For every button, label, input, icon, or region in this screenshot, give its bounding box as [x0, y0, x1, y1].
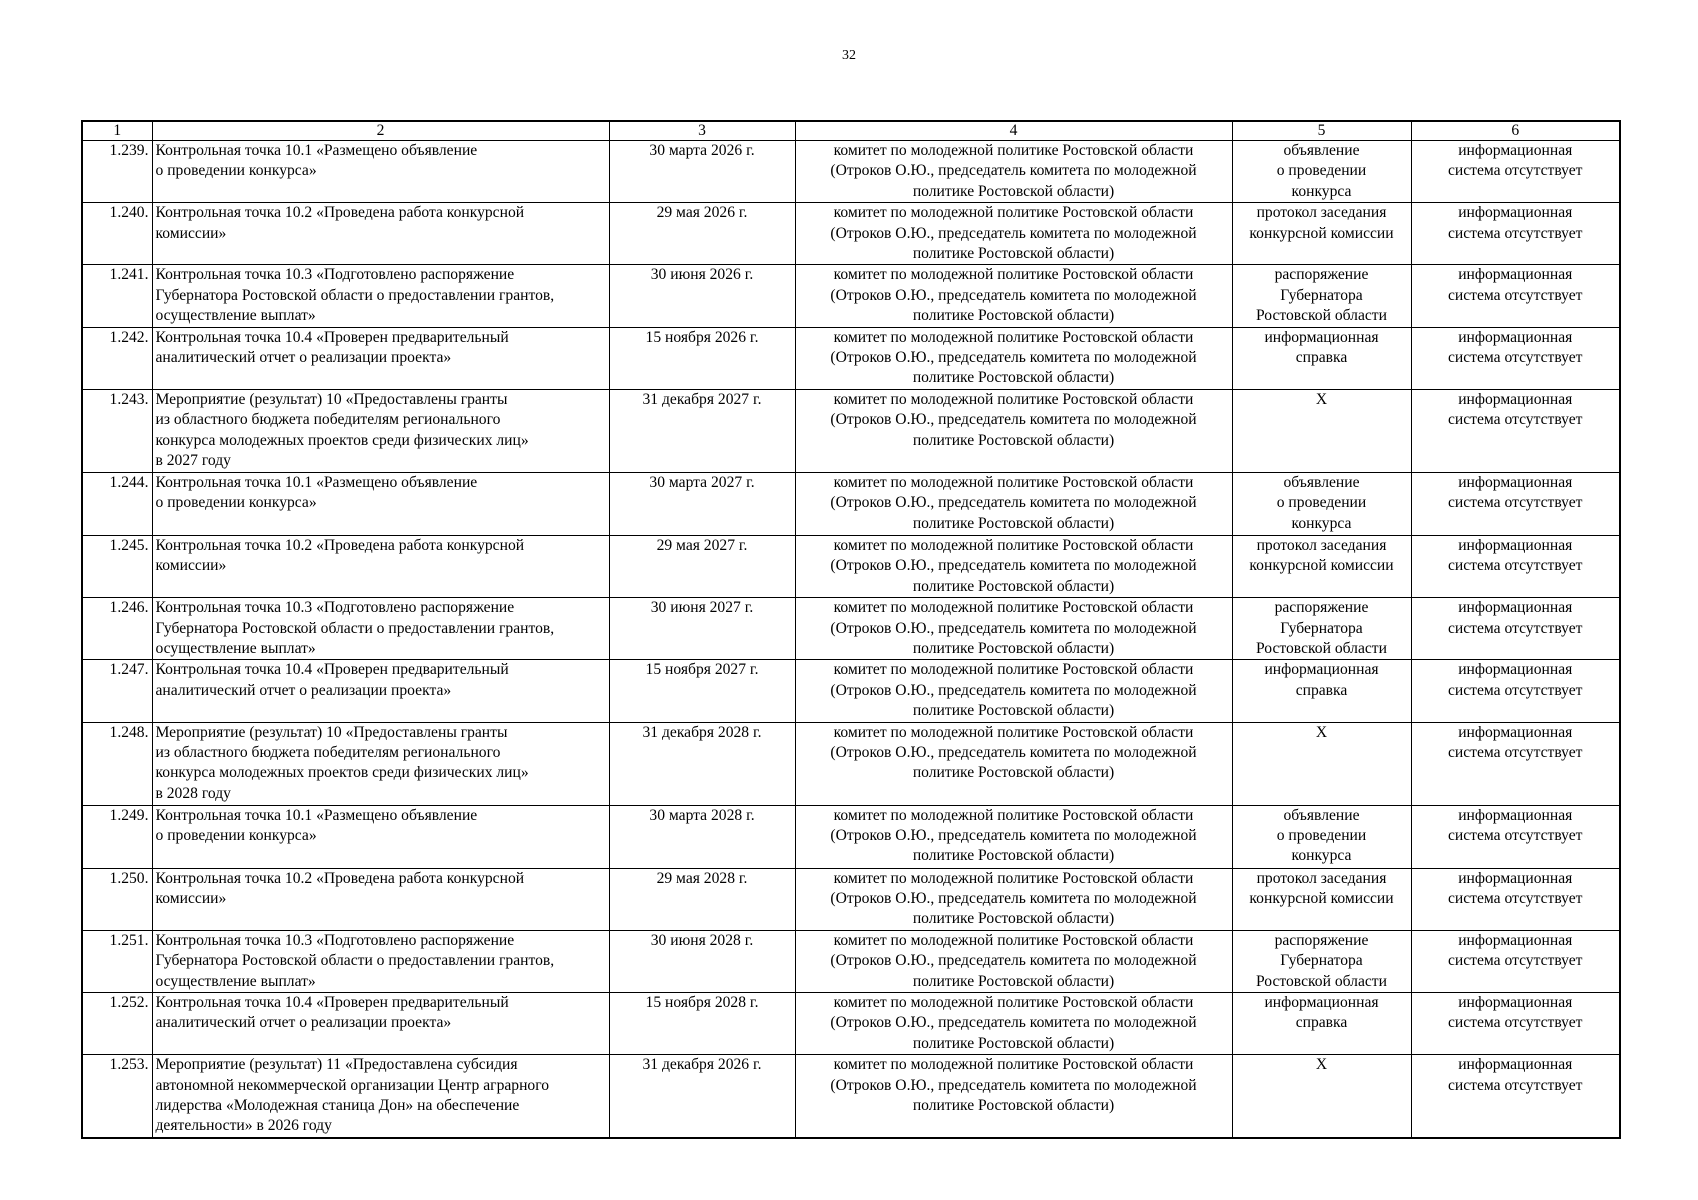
row-document-line: Ростовской области [1256, 972, 1387, 990]
row-name-cell [152, 930, 609, 992]
row-name-cell [152, 389, 609, 472]
row-document-cell [1232, 930, 1411, 992]
row-responsible-line: политике Ростовской области) [912, 972, 1115, 990]
row-responsible-cell [795, 805, 1232, 868]
row-responsible-cell [795, 472, 1232, 535]
row-system-line: информационная [1458, 723, 1573, 741]
row-document-line: о проведении [1276, 826, 1367, 844]
row-document-line: Губернатора [1280, 286, 1363, 304]
row-system-line: система отсутствует [1447, 952, 1583, 970]
row-document-cell [1232, 203, 1411, 265]
row-document-line: объявление [1283, 473, 1360, 491]
row-system-line: информационная [1458, 931, 1573, 949]
row-system-cell [1411, 141, 1620, 203]
row-responsible-line: политике Ростовской области) [912, 702, 1115, 720]
row-document-line: о проведении [1276, 162, 1367, 180]
row-name-line: Губернатора Ростовской области о предоставлении грантов, [155, 286, 555, 304]
row-responsible-line: комитет по молодежной политике Ростовской области [833, 328, 1194, 346]
row-system-cell [1411, 535, 1620, 597]
row-system-line: информационная [1458, 599, 1573, 617]
row-document-cell [1232, 265, 1411, 327]
header-cell: 2 [152, 121, 609, 141]
row-name-cell [152, 868, 609, 930]
row-name-line: Мероприятие (результат) 11 «Предоставлена субсидия [155, 1056, 518, 1074]
row-number-cell: 1.246. [82, 598, 152, 660]
row-name-line: Контрольная точка 10.2 «Проведена работа конкурсной [155, 204, 525, 222]
row-document-line: протокол заседания [1256, 204, 1387, 222]
row-name-line: о проведении конкурса» [155, 162, 317, 180]
row-name-line: из областного бюджета победителям регионального [155, 411, 501, 429]
row-system-line: система отсутствует [1447, 743, 1583, 761]
row-responsible-cell [795, 598, 1232, 660]
row-name-cell [152, 327, 609, 389]
row-responsible-cell [795, 535, 1232, 597]
row-responsible-line: политике Ростовской области) [912, 245, 1115, 263]
row-date-cell: 15 ноября 2026 г. [609, 327, 795, 389]
row-system-cell [1411, 327, 1620, 389]
row-system-line: информационная [1458, 473, 1573, 491]
row-document-cell [1232, 992, 1411, 1054]
row-system-line: система отсутствует [1447, 826, 1583, 844]
row-document-line: распоряжение [1274, 599, 1369, 617]
row-name-line: комиссии» [155, 889, 227, 907]
row-number-cell: 1.249. [82, 805, 152, 868]
row-name-cell [152, 805, 609, 868]
row-document-line: информационная [1264, 993, 1379, 1011]
row-responsible-line: политике Ростовской области) [912, 764, 1115, 782]
row-system-line: информационная [1458, 328, 1573, 346]
row-system-line: информационная [1458, 536, 1573, 554]
row-system-line: система отсутствует [1447, 162, 1583, 180]
row-responsible-line: (Отроков О.Ю., председатель комитета по молодежной [830, 743, 1197, 761]
row-name-line: Контрольная точка 10.2 «Проведена работа конкурсной [155, 536, 525, 554]
row-document-line: конкурсной комиссии [1249, 224, 1394, 242]
row-responsible-line: комитет по молодежной политике Ростовской области [833, 723, 1194, 741]
row-name-line: Мероприятие (результат) 10 «Предоставлены гранты [155, 390, 508, 408]
row-responsible-cell [795, 1055, 1232, 1138]
row-number-cell: 1.241. [82, 265, 152, 327]
row-responsible-line: комитет по молодежной политике Ростовской области [833, 1056, 1194, 1074]
row-document-cell [1232, 598, 1411, 660]
row-document-line: протокол заседания [1256, 869, 1387, 887]
row-name-line: о проведении конкурса» [155, 826, 317, 844]
row-number-cell: 1.247. [82, 660, 152, 722]
row-system-cell [1411, 265, 1620, 327]
header-cell: 5 [1232, 121, 1411, 141]
table-row [82, 327, 1620, 389]
row-responsible-line: комитет по молодежной политике Ростовской области [833, 142, 1194, 159]
row-number-cell: 1.244. [82, 472, 152, 535]
row-document-cell [1232, 805, 1411, 868]
row-date-cell: 15 ноября 2028 г. [609, 992, 795, 1054]
row-document-cell [1232, 722, 1411, 805]
row-document-line: Губернатора [1280, 952, 1363, 970]
row-date-cell: 30 марта 2028 г. [609, 805, 795, 868]
row-responsible-line: (Отроков О.Ю., председатель комитета по молодежной [830, 1014, 1197, 1032]
row-responsible-line: политике Ростовской области) [912, 1034, 1115, 1052]
page-number: 32 [842, 48, 856, 63]
row-name-line: конкурса молодежных проектов среди физических лиц» [155, 764, 529, 782]
row-name-line: осуществление выплат» [155, 972, 316, 990]
row-responsible-line: политике Ростовской области) [912, 577, 1115, 595]
row-document-line: конкурса [1291, 514, 1352, 532]
row-date-cell: 30 марта 2026 г. [609, 141, 795, 203]
table-row [82, 265, 1620, 327]
row-responsible-line: (Отроков О.Ю., председатель комитета по молодежной [830, 162, 1197, 180]
row-system-line: система отсутствует [1447, 286, 1583, 304]
row-name-line: из областного бюджета победителям регионального [155, 743, 501, 761]
row-system-cell [1411, 992, 1620, 1054]
row-number-cell: 1.243. [82, 389, 152, 472]
row-name-line: Контрольная точка 10.4 «Проверен предварительный [155, 993, 509, 1011]
row-name-line: Губернатора Ростовской области о предоставлении грантов, [155, 952, 555, 970]
row-system-line: система отсутствует [1447, 224, 1583, 242]
row-document-line: справка [1295, 681, 1348, 699]
row-system-line: информационная [1458, 661, 1573, 679]
row-system-cell [1411, 805, 1620, 868]
row-name-line: Губернатора Ростовской области о предоставлении грантов, [155, 619, 555, 637]
row-system-cell [1411, 598, 1620, 660]
row-responsible-line: (Отроков О.Ю., председатель комитета по молодежной [830, 494, 1197, 512]
row-system-line: информационная [1458, 390, 1573, 408]
row-responsible-line: комитет по молодежной политике Ростовской области [833, 599, 1194, 617]
row-system-cell [1411, 1055, 1620, 1138]
header-cell: 6 [1411, 121, 1620, 141]
row-document-line: конкурса [1291, 847, 1352, 865]
row-number-cell: 1.250. [82, 868, 152, 930]
row-name-line: аналитический отчет о реализации проекта» [155, 349, 452, 367]
row-system-line: система отсутствует [1447, 889, 1583, 907]
row-responsible-cell [795, 722, 1232, 805]
row-system-line: система отсутствует [1447, 349, 1583, 367]
row-document-line: протокол заседания [1256, 536, 1387, 554]
row-document-cell [1232, 327, 1411, 389]
row-document-cell [1232, 472, 1411, 535]
row-system-line: информационная [1458, 142, 1573, 159]
row-system-cell [1411, 722, 1620, 805]
row-name-cell [152, 1055, 609, 1138]
row-name-line: автономной некоммерческой организации Центр аграрного [155, 1076, 550, 1094]
row-document-cell [1232, 868, 1411, 930]
row-system-line: информационная [1458, 1056, 1573, 1074]
row-document-line: конкурсной комиссии [1249, 889, 1394, 907]
header-cell: 4 [795, 121, 1232, 141]
row-document-line: распоряжение [1274, 266, 1369, 284]
row-name-line: осуществление выплат» [155, 639, 316, 657]
row-name-line: Контрольная точка 10.4 «Проверен предварительный [155, 328, 509, 346]
row-date-cell: 31 декабря 2027 г. [609, 389, 795, 472]
row-responsible-line: (Отроков О.Ю., председатель комитета по молодежной [830, 286, 1197, 304]
row-document-line: справка [1295, 1014, 1348, 1032]
row-system-line: информационная [1458, 266, 1573, 284]
row-document-line: объявление [1283, 142, 1360, 159]
table-row [82, 660, 1620, 722]
row-responsible-line: комитет по молодежной политике Ростовской области [833, 806, 1194, 824]
row-number-cell: 1.251. [82, 930, 152, 992]
row-system-cell [1411, 203, 1620, 265]
row-system-line: система отсутствует [1447, 1014, 1583, 1032]
row-responsible-line: (Отроков О.Ю., председатель комитета по молодежной [830, 1076, 1197, 1094]
row-system-line: информационная [1458, 806, 1573, 824]
row-responsible-line: политике Ростовской области) [912, 639, 1115, 657]
table-row [82, 722, 1620, 805]
row-name-line: комиссии» [155, 557, 227, 575]
row-document-cell [1232, 141, 1411, 203]
row-responsible-line: комитет по молодежной политике Ростовской области [833, 869, 1194, 887]
row-name-line: Контрольная точка 10.3 «Подготовлено распоряжение [155, 266, 515, 284]
row-responsible-line: политике Ростовской области) [912, 514, 1115, 532]
row-document-line: X [1315, 390, 1328, 408]
table-row [82, 805, 1620, 868]
row-name-line: лидерства «Молодежная станица Дон» на обеспечение [155, 1097, 520, 1114]
table-row [82, 992, 1620, 1054]
row-responsible-line: комитет по молодежной политике Ростовской области [833, 993, 1194, 1011]
row-system-cell [1411, 868, 1620, 930]
table-row [82, 141, 1620, 203]
row-name-cell [152, 203, 609, 265]
row-name-cell [152, 992, 609, 1054]
row-responsible-cell [795, 992, 1232, 1054]
row-document-line: информационная [1264, 328, 1379, 346]
row-name-line: Мероприятие (результат) 10 «Предоставлены гранты [155, 723, 508, 741]
table-row [82, 389, 1620, 472]
table-header-row [82, 121, 1620, 141]
row-date-cell: 31 декабря 2028 г. [609, 722, 795, 805]
table-row [82, 930, 1620, 992]
table-row [82, 203, 1620, 265]
row-responsible-line: комитет по молодежной политике Ростовской области [833, 536, 1194, 554]
row-date-cell: 30 июня 2026 г. [609, 265, 795, 327]
row-responsible-cell [795, 930, 1232, 992]
table-row [82, 535, 1620, 597]
row-number-cell: 1.242. [82, 327, 152, 389]
row-name-cell [152, 660, 609, 722]
header-cell: 1 [82, 121, 152, 141]
row-document-cell [1232, 389, 1411, 472]
row-document-cell [1232, 1055, 1411, 1138]
row-system-line: система отсутствует [1447, 1076, 1583, 1094]
row-responsible-line: политике Ростовской области) [912, 307, 1115, 325]
row-responsible-line: (Отроков О.Ю., председатель комитета по молодежной [830, 557, 1197, 575]
row-responsible-line: политике Ростовской области) [912, 1097, 1115, 1114]
row-responsible-line: комитет по молодежной политике Ростовской области [833, 266, 1194, 284]
row-number-cell: 1.252. [82, 992, 152, 1054]
row-responsible-line: политике Ростовской области) [912, 910, 1115, 928]
row-responsible-line: (Отроков О.Ю., председатель комитета по молодежной [830, 224, 1197, 242]
row-system-line: информационная [1458, 204, 1573, 222]
row-responsible-line: комитет по молодежной политике Ростовской области [833, 931, 1194, 949]
row-name-line: Контрольная точка 10.3 «Подготовлено распоряжение [155, 599, 515, 617]
row-responsible-line: комитет по молодежной политике Ростовской области [833, 473, 1194, 491]
row-date-cell: 29 мая 2027 г. [609, 535, 795, 597]
row-document-cell [1232, 660, 1411, 722]
row-name-line: конкурса молодежных проектов среди физических лиц» [155, 431, 529, 449]
row-system-line: информационная [1458, 993, 1573, 1011]
row-date-cell: 30 июня 2027 г. [609, 598, 795, 660]
row-system-cell [1411, 472, 1620, 535]
row-document-line: X [1315, 723, 1328, 741]
row-responsible-line: (Отроков О.Ю., председатель комитета по молодежной [830, 411, 1197, 429]
row-name-line: Контрольная точка 10.1 «Размещено объявление [155, 142, 478, 159]
row-responsible-line: (Отроков О.Ю., председатель комитета по молодежной [830, 952, 1197, 970]
row-name-line: в 2028 году [155, 784, 231, 802]
row-name-line: Контрольная точка 10.3 «Подготовлено распоряжение [155, 931, 515, 949]
row-document-line: Ростовской области [1256, 639, 1387, 657]
row-system-cell [1411, 660, 1620, 722]
row-responsible-cell [795, 265, 1232, 327]
table-row [82, 868, 1620, 930]
row-number-cell: 1.245. [82, 535, 152, 597]
row-name-line: Контрольная точка 10.1 «Размещено объявление [155, 473, 478, 491]
row-document-cell [1232, 535, 1411, 597]
row-name-line: деятельности» в 2026 году [155, 1117, 332, 1135]
row-name-line: Контрольная точка 10.2 «Проведена работа конкурсной [155, 869, 525, 887]
row-document-line: конкурсной комиссии [1249, 557, 1394, 575]
row-name-cell [152, 722, 609, 805]
row-responsible-line: политике Ростовской области) [912, 369, 1115, 387]
row-name-line: о проведении конкурса» [155, 494, 317, 512]
row-system-cell [1411, 389, 1620, 472]
row-responsible-line: комитет по молодежной политике Ростовской области [833, 204, 1194, 222]
row-name-line: Контрольная точка 10.1 «Размещено объявление [155, 806, 478, 824]
row-document-line: распоряжение [1274, 931, 1369, 949]
row-document-line: Ростовской области [1256, 307, 1387, 325]
row-responsible-line: (Отроков О.Ю., председатель комитета по молодежной [830, 349, 1197, 367]
row-responsible-line: (Отроков О.Ю., председатель комитета по молодежной [830, 619, 1197, 637]
table-row [82, 598, 1620, 660]
row-name-line: в 2027 году [155, 452, 231, 470]
header-cell: 3 [609, 121, 795, 141]
row-number-cell: 1.248. [82, 722, 152, 805]
row-name-cell [152, 535, 609, 597]
row-responsible-cell [795, 660, 1232, 722]
row-document-line: X [1315, 1056, 1328, 1074]
row-document-line: объявление [1283, 806, 1360, 824]
row-system-line: система отсутствует [1447, 681, 1583, 699]
row-system-cell [1411, 930, 1620, 992]
row-system-line: система отсутствует [1447, 411, 1583, 429]
row-responsible-cell [795, 203, 1232, 265]
row-name-line: аналитический отчет о реализации проекта» [155, 681, 452, 699]
row-responsible-line: политике Ростовской области) [912, 431, 1115, 449]
row-date-cell: 29 мая 2026 г. [609, 203, 795, 265]
row-date-cell: 31 декабря 2026 г. [609, 1055, 795, 1138]
row-responsible-line: (Отроков О.Ю., председатель комитета по молодежной [830, 826, 1197, 844]
row-number-cell: 1.239. [82, 141, 152, 203]
row-document-line: о проведении [1276, 494, 1367, 512]
row-responsible-line: политике Ростовской области) [912, 847, 1115, 865]
row-name-line: аналитический отчет о реализации проекта» [155, 1014, 452, 1032]
row-system-line: информационная [1458, 869, 1573, 887]
row-responsible-line: комитет по молодежной политике Ростовской области [833, 661, 1194, 679]
row-date-cell: 30 июня 2028 г. [609, 930, 795, 992]
row-number-cell: 1.253. [82, 1055, 152, 1138]
row-document-line: информационная [1264, 661, 1379, 679]
row-responsible-cell [795, 327, 1232, 389]
row-date-cell: 30 марта 2027 г. [609, 472, 795, 535]
table-row [82, 472, 1620, 535]
row-responsible-cell [795, 389, 1232, 472]
row-name-cell [152, 265, 609, 327]
row-responsible-cell [795, 141, 1232, 203]
row-name-cell [152, 472, 609, 535]
row-system-line: система отсутствует [1447, 619, 1583, 637]
row-name-cell [152, 598, 609, 660]
row-document-line: Губернатора [1280, 619, 1363, 637]
row-date-cell: 15 ноября 2027 г. [609, 660, 795, 722]
row-document-line: конкурса [1291, 182, 1352, 200]
row-date-cell: 29 мая 2028 г. [609, 868, 795, 930]
row-responsible-line: комитет по молодежной политике Ростовской области [833, 390, 1194, 408]
row-name-line: комиссии» [155, 224, 227, 242]
row-responsible-line: (Отроков О.Ю., председатель комитета по молодежной [830, 681, 1197, 699]
plan-table [81, 120, 1621, 1139]
row-system-line: система отсутствует [1447, 494, 1583, 512]
row-name-cell [152, 141, 609, 203]
row-document-line: справка [1295, 349, 1348, 367]
table-row [82, 1055, 1620, 1138]
row-name-line: Контрольная точка 10.4 «Проверен предварительный [155, 661, 509, 679]
row-responsible-line: (Отроков О.Ю., председатель комитета по молодежной [830, 889, 1197, 907]
row-system-line: система отсутствует [1447, 557, 1583, 575]
row-number-cell: 1.240. [82, 203, 152, 265]
row-responsible-cell [795, 868, 1232, 930]
row-name-line: осуществление выплат» [155, 307, 316, 325]
row-responsible-line: политике Ростовской области) [912, 182, 1115, 200]
